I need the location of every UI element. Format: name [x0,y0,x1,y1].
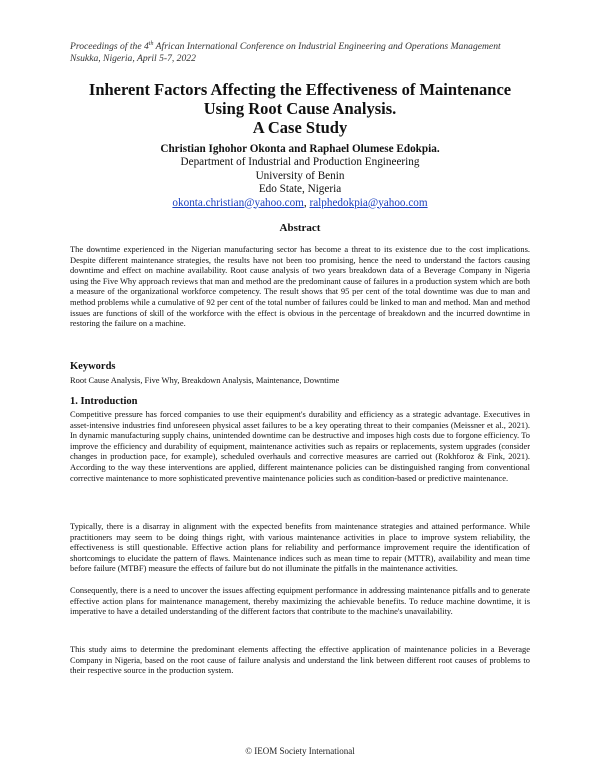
department: Department of Industrial and Production Engineering [180,156,420,168]
authors: Christian Ighohor Okonta and Raphael Olumese Edokpia. [160,143,440,155]
university: University of Benin [255,169,345,182]
intro-paragraph-1: Competitive pressure has forced companies to use their equipment's durability and efficiency as a strategic advantage. Executives in asset-intensive industries find unforeseen physical asset failures to be a key operating threat to their companies (Meissner et al., 2021). In dynamic manufacturing supply chains, unintended downtime can be destructive and imposes high costs due to forgone efficiency. To improve the efficiency and durability of equipment, maintenance activities such as repairs or replacements, system upgrades (consider changes in production pace, for example), scheduled overhauls and corrective measures are carried out (Rokhforoz & Fink, 2021). According to the way these interventions are applied, different maintenance policies can be distinguished ranging from conventional corrective maintenance to more sophisticated preventive maintenance policies such as condition-based or predictive maintenance. [70,409,530,483]
email-link-2[interactable]: ralphedokpia@yahoo.com [309,196,428,209]
affiliation [40,156,560,210]
intro-paragraph-3: Consequently, there is a need to uncover the issues affecting equipment performance in addressing maintenance pitfalls and to generate effective action plans for maintenance management, thereby maximizing the achievable benefits. To reduce machine downtime, it is imperative to have a detailed understanding of the different factors that contribute to the machine's unavailability. [70,585,530,617]
header-line-2: Nsukka, Nigeria, April 5-7, 2022 [70,53,196,65]
intro-paragraph-2: Typically, there is a disarray in alignment with the expected benefits from maintenance strategies and attained performance. While practitioners may seem to be doing things right, with various maintenance activities in place to improve system reliability, the effectiveness is still questionable. Effective action plans for reliability and performance improvement require the identification of shortcomings to elucidate the pattern of flaws. Maintenance indices such as mean time to repair (MTTR), availability and mean time before failure (MTBF) measure the effects of failure but do not illuminate the pitfalls in the maintenance activities. [70,521,530,574]
footer-copyright: © IEOM Society International [245,746,355,756]
email-link-1[interactable]: okonta.christian@yahoo.com [172,196,304,209]
introduction-heading: 1. Introduction [70,396,138,407]
conference-header [70,38,540,65]
keywords-heading: Keywords [70,361,116,372]
abstract-text: The downtime experienced in the Nigerian manufacturing sector has become a threat to its existence due to the cost implications. Despite different maintenance strategies, the results have not been too promising, hence the need to understand the factors causing downtime and effect on machine availability. Root cause analysis of two years breakdown data of a Beverage Company in Nigeria using the Five Why approach reviews that man and method are the predominant cause of failures in a production system which are both a measure of the organizational workforce competency. The result shows that 95 per cent of the total downtime was due to man and method problems while a cumulative of 92 per cent of the total number of failures could be linked to man and method. Man and method issues are functions of skill of the workforce with the effect is obvious in the percentage of breakdown and the incurred downtime in restoring the failure on a machine. [70,244,530,329]
abstract-heading: Abstract [279,222,321,234]
emails: okonta.christian@yahoo.com, ralphedokpia@yahoo.com [172,196,428,209]
header-line-1: Proceedings of the 4th African International Conference on Industrial Engineering and Operations Management [70,41,501,53]
paper-title: Inherent Factors Affecting the Effectiveness of Maintenance Using Root Cause Analysis. A Case Study [88,80,512,137]
location: Edo State, Nigeria [258,183,342,195]
intro-paragraph-4: This study aims to determine the predominant elements affecting the effective application of maintenance policies in a Beverage Company in Nigeria, based on the root cause of failure analysis and understand the link between different root causes of problems to their respective source in the production system. [70,644,530,676]
keywords-text: Root Cause Analysis, Five Why, Breakdown Analysis, Maintenance, Downtime [70,375,340,385]
